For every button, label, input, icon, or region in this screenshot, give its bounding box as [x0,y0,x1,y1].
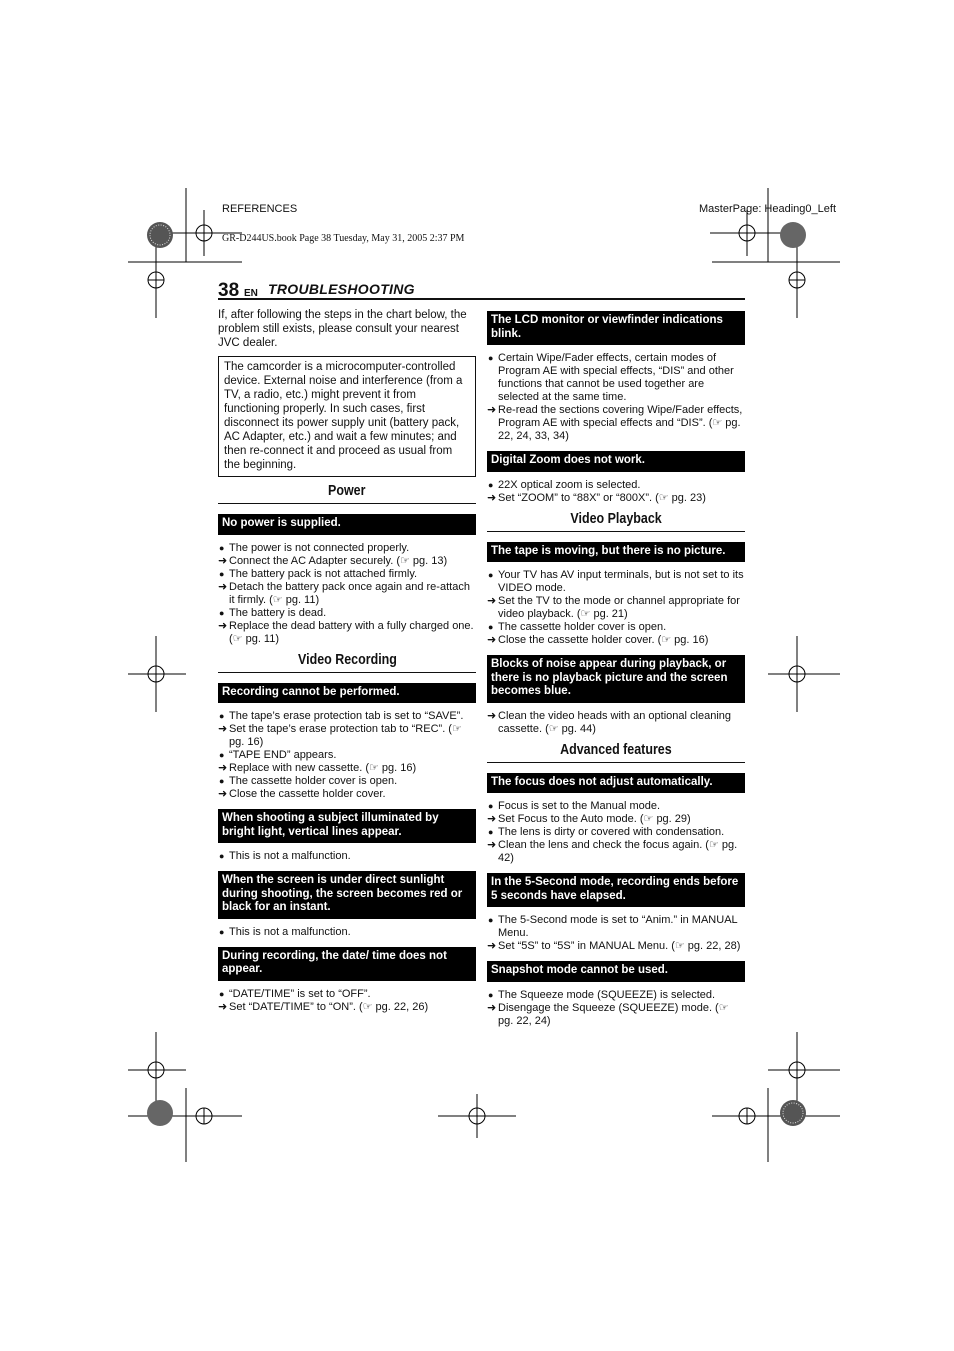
problem-heading: During recording, the date/ time does not appear. [218,947,476,981]
cause-item: ● The tape’s erase protection tab is set to “SAVE”. [219,710,464,722]
cause-item: ● The cassette holder cover is open. [488,621,667,633]
cause-item: ● The 5-Second mode is set to “Anim.” in MANUAL Menu. [488,914,738,939]
problem-items [218,710,476,801]
problem-items [218,988,476,1014]
remedy-item: ➜ Replace the dead battery with a fully charged one. (☞ pg. 11) [218,619,474,645]
problem-heading: Blocks of noise appear during playback, or there is no playback picture and the screen becomes blue. [487,655,745,703]
left-column [218,308,476,1022]
cause-item: ● The cassette holder cover is open. [219,775,398,787]
bullet-icon: ● [219,776,225,786]
running-head-left: REFERENCES [222,203,298,215]
remedy-item: ➜ Set Focus to the Auto mode. (☞ pg. 29) [487,813,691,825]
bullet-icon: ● [219,542,225,553]
problem-items [487,989,745,1028]
section-title: Power [328,483,366,499]
remedy-item: ➜ Set “ZOOM” to “88X” or “800X”. (☞ pg. 23) [487,491,706,504]
bullet-icon: ● [219,568,225,579]
bullet-icon: ● [219,607,225,618]
problem-items [218,926,476,939]
remedy-item: ➜ Detach the battery pack once again and re-attach it firmly. (☞ pg. 11) [218,580,470,606]
cause-item: ● 22X optical zoom is selected. [488,478,641,491]
problem-heading: The focus does not adjust automatically. [487,773,745,794]
remedy-item: ➜ Clean the video heads with an optional cleaning cassette. (☞ pg. 44) [487,709,731,735]
remedy-item: ➜ Replace with new cassette. (☞ pg. 16) [218,762,417,774]
problem-items [487,800,745,865]
intro-text: If, after following the steps in the chart below, the problem still exists, please consult your nearest JVC dealer. [218,309,467,349]
problem-heading: The tape is moving, but there is no picture. [487,542,745,563]
problem-items [218,542,476,646]
bullet-icon: ● [488,801,494,811]
bullet-icon: ● [219,988,225,999]
arrow-icon: ➜ [487,634,497,646]
problem-items [487,569,745,647]
arrow-icon: ➜ [487,940,497,952]
bullet-icon: ● [219,851,225,861]
arrow-icon: ➜ [487,1001,497,1014]
page-number: 38 [218,280,240,301]
arrow-icon: ➜ [218,723,228,735]
section-advanced-features [487,741,745,763]
arrow-icon: ➜ [487,813,497,825]
cause-item: ● This is not a malfunction. [219,850,351,862]
arrow-icon: ➜ [487,709,497,722]
section-title: Advanced features [560,741,672,758]
problem-heading: Recording cannot be performed. [218,683,476,704]
cause-item: ● Focus is set to the Manual mode. [488,800,661,812]
problem-heading: When shooting a subject illuminated by bright light, vertical lines appear. [218,809,476,843]
problem-items [487,914,745,953]
remedy-item: ➜ Set the tape’s erase protection tab to “REC”. (☞ pg. 16) [218,723,462,748]
running-head-right: MasterPage: Heading0_Left [699,203,836,215]
bullet-icon: ● [488,353,494,363]
bullet-icon: ● [488,622,494,632]
problem-items [487,710,745,736]
remedy-item: ➜ Clean the lens and check the focus again. (☞ pg. 42) [487,839,738,864]
right-column [487,311,745,1036]
cause-item: ● Your TV has AV input terminals, but is not set to its VIDEO mode. [488,569,744,594]
bullet-icon: ● [488,989,494,1000]
section-video-recording [218,651,476,673]
cause-item: ● This is not a malfunction. [219,925,351,938]
page-title: TROUBLESHOOTING [268,281,415,297]
problem-heading: In the 5-Second mode, recording ends before 5 seconds have elapsed. [487,873,745,907]
bullet-icon: ● [488,827,494,837]
section-power [218,485,476,504]
remedy-item: ➜ Connect the AC Adapter securely. (☞ pg. 13) [218,554,448,567]
bullet-icon: ● [219,711,225,721]
arrow-icon: ➜ [487,491,497,504]
cause-item: ● “TAPE END” appears. [219,749,337,761]
notice-box: The camcorder is a microcomputer-controlled device. External noise and interference (from a TV, a radio, etc.) might prevent it from functioning properly. In such cases, first disconnect its power supply unit (battery pack, AC Adapter, etc.) and wait a few minutes; and then re-connect it and proceed as usual from the beginning. [218,356,476,477]
bullet-icon: ● [219,750,225,760]
remedy-item: ➜ Close the cassette holder cover. [218,788,386,800]
arrow-icon: ➜ [218,788,228,800]
remedy-item: ➜ Set “5S” to “5S” in MANUAL Menu. (☞ pg. 22, 28) [487,940,741,952]
page-header [218,280,745,300]
remedy-item: ➜ Set the TV to the mode or channel appropriate for video playback. (☞ pg. 21) [487,595,740,620]
section-title: Video Recording [297,651,397,668]
problem-heading: Snapshot mode cannot be used. [487,961,745,982]
arrow-icon: ➜ [218,762,228,774]
cause-item: ● The power is not connected properly. [219,541,410,554]
remedy-item: ➜ Re-read the sections covering Wipe/Fader effects, Program AE with special effects and “DIS”. (☞ pg. 22, 24, 33, 34) [487,404,743,442]
problem-items [487,479,745,505]
section-video-playback [487,510,745,532]
cause-item: ● Certain Wipe/Fader effects, certain modes of Program AE with special effects, “DIS” and other functions that cannot be used together are selected at the same time. [488,352,734,403]
bullet-icon: ● [219,926,225,937]
bullet-icon: ● [488,915,494,925]
arrow-icon: ➜ [487,839,497,851]
arrow-icon: ➜ [218,1000,228,1013]
arrow-icon: ➜ [487,404,497,416]
section-title: Video Playback [570,510,662,527]
remedy-item: ➜ Set “DATE/TIME” to “ON”. (☞ pg. 22, 26) [218,1000,429,1013]
problem-heading: No power is supplied. [218,514,476,535]
problem-items [487,352,745,443]
arrow-icon: ➜ [218,554,228,567]
arrow-icon: ➜ [218,619,228,632]
language-tag: EN [244,288,258,299]
book-info-line: GR-D244US.book Page 38 Tuesday, May 31, 2005 2:37 PM [222,233,465,244]
arrow-icon: ➜ [487,595,497,607]
cause-item: ● The battery pack is not attached firmly. [219,567,418,580]
bullet-icon: ● [488,570,494,580]
arrow-icon: ➜ [218,580,228,593]
problem-heading: When the screen is under direct sunlight during shooting, the screen becomes red or black for an instant. [218,871,476,919]
problem-heading: Digital Zoom does not work. [487,451,745,472]
cause-item: ● The battery is dead. [219,606,327,619]
bullet-icon: ● [488,479,494,490]
cause-item: ● The Squeeze mode (SQUEEZE) is selected. [488,988,716,1001]
cause-item: ● The lens is dirty or covered with condensation. [488,826,725,838]
problem-items [218,850,476,863]
remedy-item: ➜ Disengage the Squeeze (SQUEEZE) mode. (☞ pg. 22, 24) [487,1001,729,1027]
remedy-item: ➜ Close the cassette holder cover. (☞ pg. 16) [487,634,709,646]
cause-item: ● “DATE/TIME” is set to “OFF”. [219,987,371,1000]
problem-heading: The LCD monitor or viewfinder indications blink. [487,311,745,345]
